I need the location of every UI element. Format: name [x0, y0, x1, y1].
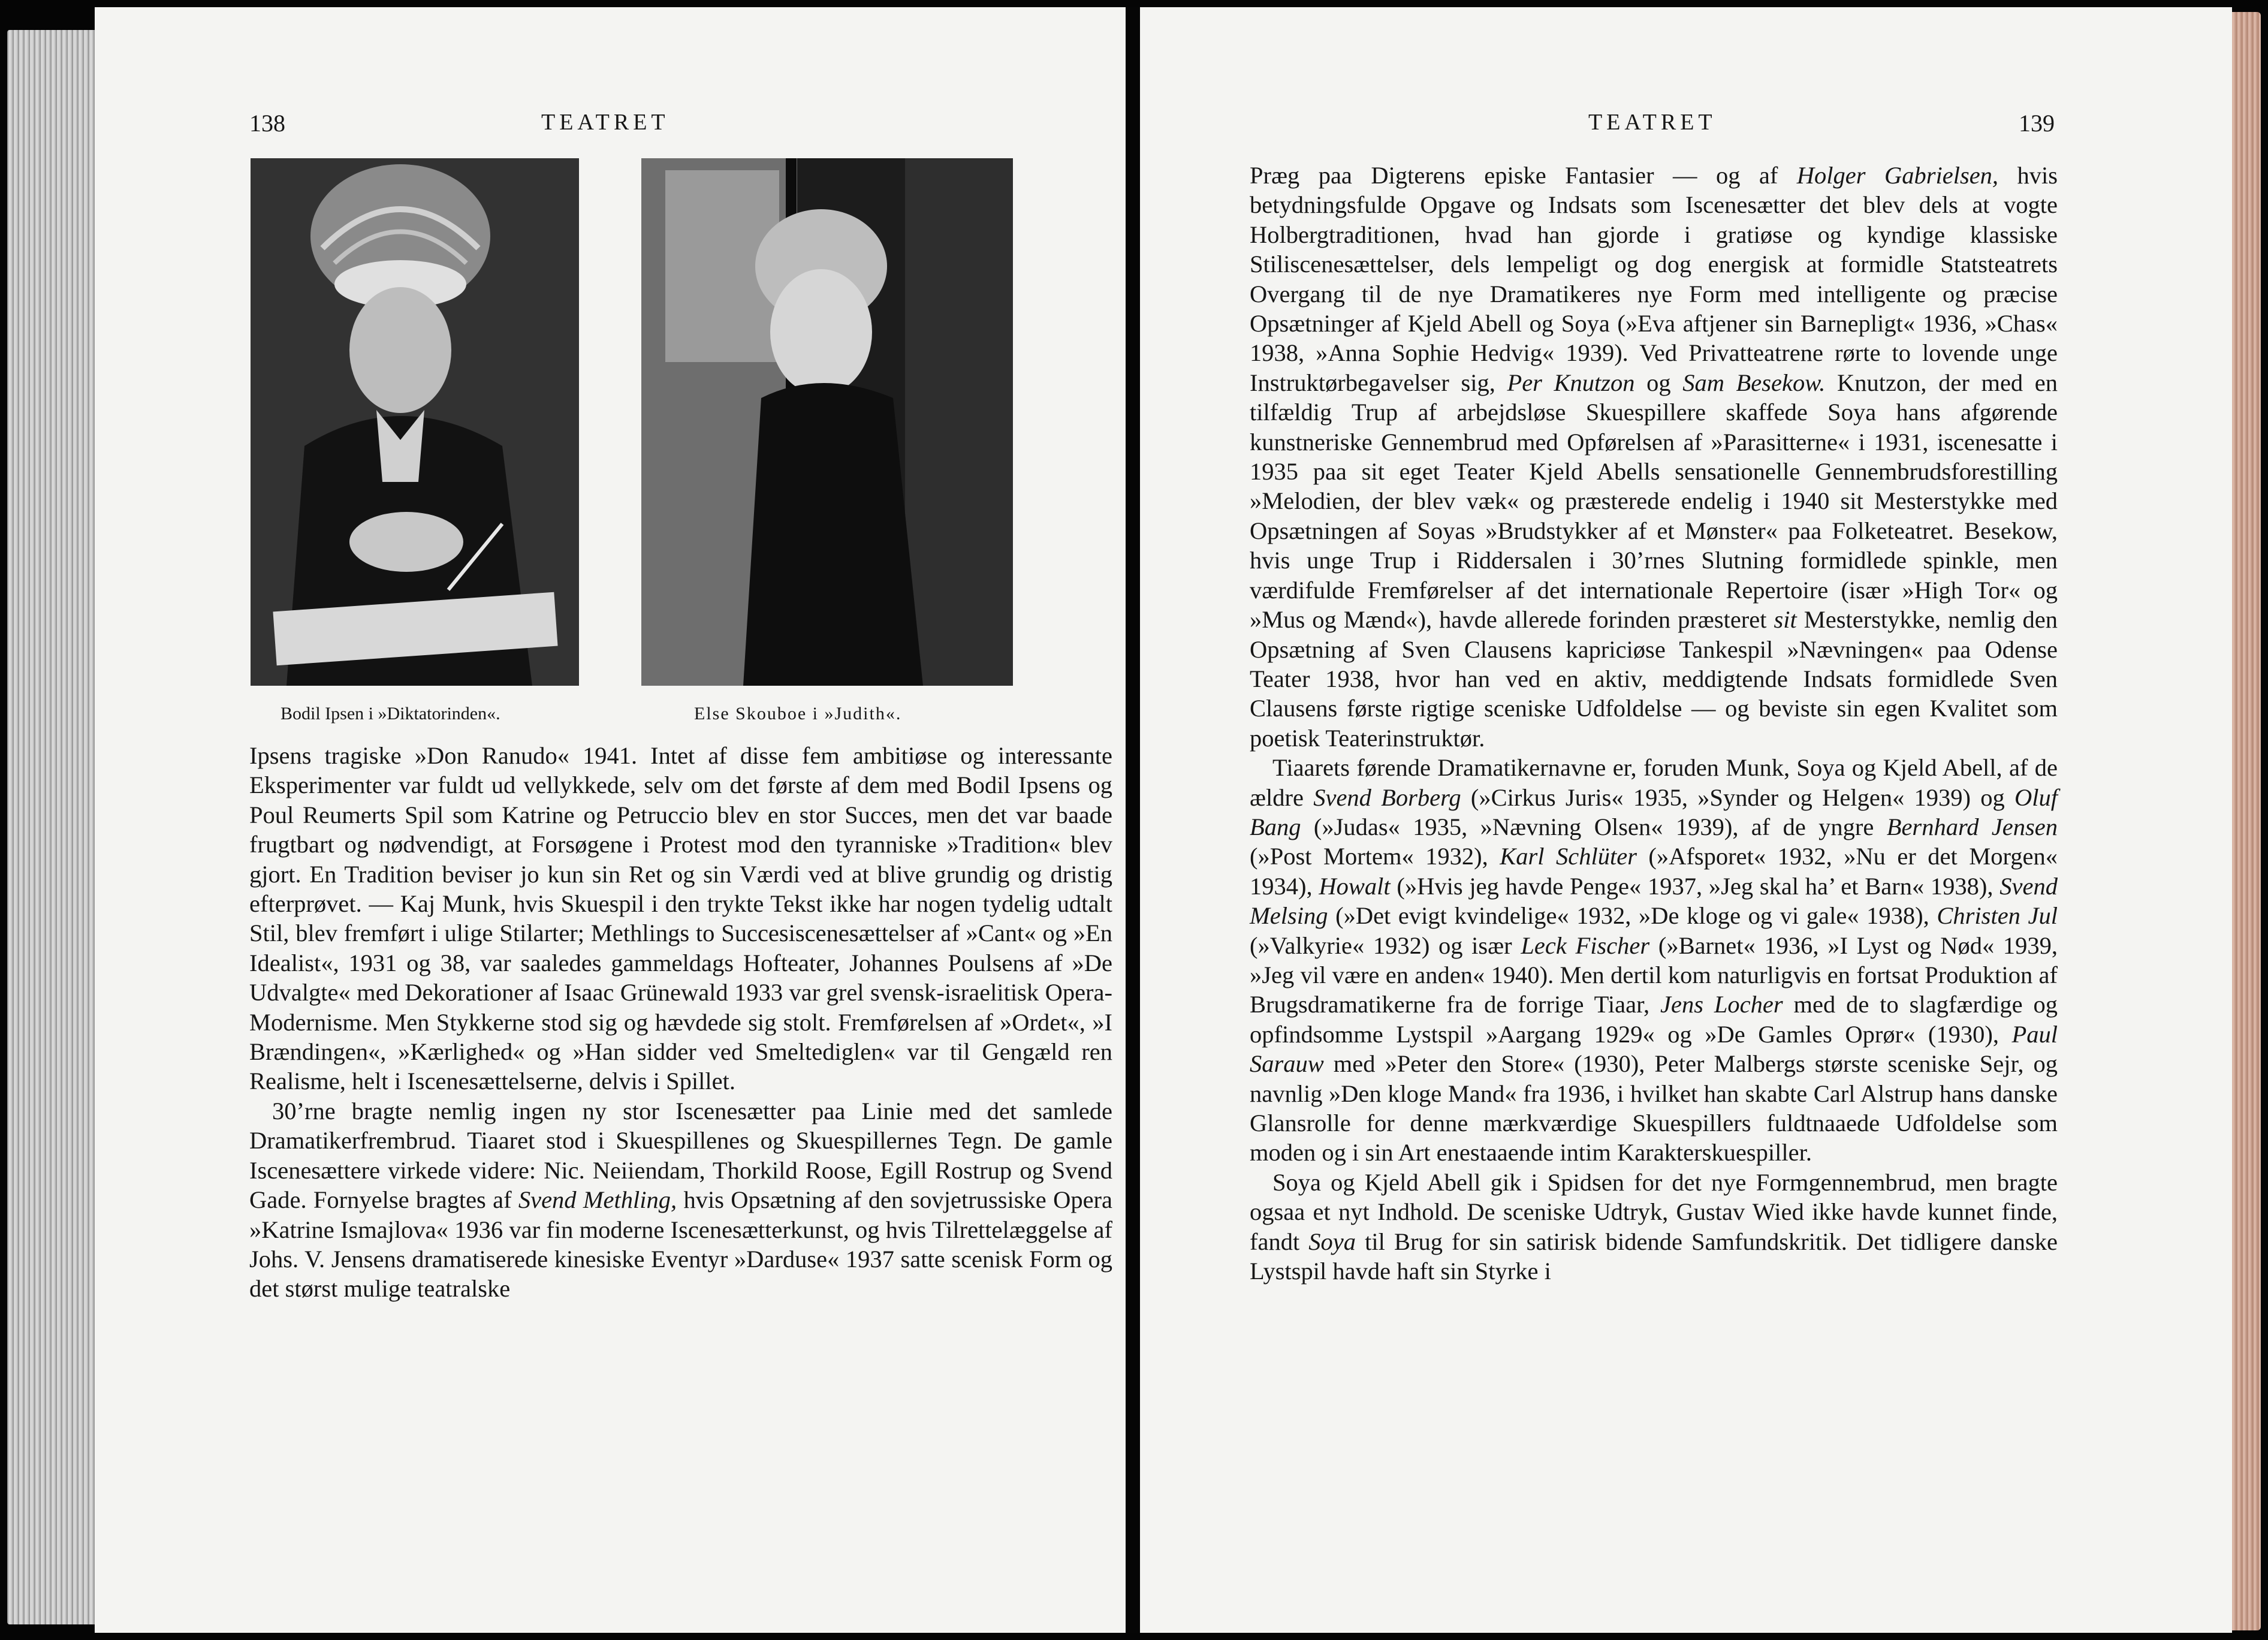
photo-else-skouboe	[641, 158, 1013, 686]
paragraph: Tiaarets førende Dramatikernavne er, foruden Munk, Soya og Kjeld Abell, af de ældre Svend Borberg (»Cirkus Juris« 1935, »Synder og Helgen« 1939) og Oluf Bang (»Judas« 1935, »Nævning Olsen« 1939), af de yngre Bernhard Jensen (»Post Mortem« 1932), Karl Schlüter (»Afsporet« 1932, »Nu er det Morgen« 1934), Howalt (»Hvis jeg havde Penge« 1937, »Jeg skal ha’ et Barn« 1938), Svend Melsing (»Det evigt kvindelige« 1932, »De kloge og vi gale« 1938), Christen Jul (»Valkyrie« 1932) og især Leck Fischer (»Barnet« 1936, »I Lyst og Nød« 1939, »Jeg vil være en anden« 1940). Men dertil kom naturligvis en fortsat Produktion af Brugsdramatikerne fra de forrige Tiaar, Jens Locher med de to slagfærdige og opfindsomme Lystspil »Aargang 1929« og »De Gamles Oprør« (1930), Paul Sarauw med »Peter den Store« (1930), Peter Malbergs største sceniske Sejr, og navnlig »Den kloge Mand« fra 1936, i hvilket han skabte Carl Alstrup hans danske Glansrolle for denne mærkværdige Skuespillers fuldtnaaede Udfoldelse som moden og i sin Art enestaaende intim Karakterskuespiller.	[1250, 754, 2058, 1166]
portrait-photo-icon	[251, 158, 579, 686]
book-page-edges-left	[7, 30, 97, 1624]
right-running-head: TEATRET	[1588, 110, 1717, 135]
right-page-body	[1250, 161, 2058, 1286]
paragraph: Ipsens tragiske »Don Ranudo« 1941. Intet af disse fem ambitiøse og interessante Eksperimenter var fuldt ud vellykkede, selv om det første af dem med Bodil Ipsens og Poul Reumerts Spil som Katrine og Petruccio blev en stor Succes, men det var baade frugtbart og nødvendigt, at Forsøgene i Protest mod den tyranniske »Tradition« blev gjort. En Tradition beviser jo kun sin Ret og sin Værdi ved at blive grundig og dristig efterprøvet. — Kaj Munk, hvis Skuespil i den trykte Tekst ikke har nogen tydelig udtalt Stil, blev fremført i ulige Stilarter; Methlings to Succesiscenesættelser af »Cant« og »En Idealist«, 1931 og 38, var saaledes gammeldags Hofteater, Johannes Poulsens af »De Udvalgte« med Dekorationer af Isaac Grünewald 1933 var grel svensk-israelitisk Opera-Modernisme. Men Stykkerne stod sig og hævdede sig stolt. Fremførelsen af »Ordet«, »I Brændingen«, »Kærlighed« og »Han sidder ved Smeltediglen« var til Gengæld ren Realisme, helt i Iscenesættelserne, delvis i Spillet.	[249, 742, 1112, 1095]
left-page	[95, 7, 1126, 1633]
left-running-head: TEATRET	[541, 110, 669, 135]
portrait-photo-icon	[641, 158, 1013, 686]
right-page-number: 139	[2019, 110, 2055, 137]
paragraph: Soya og Kjeld Abell gik i Spidsen for det nye Formgennembrud, men bragte ogsaa et nyt Indhold. De sceniske Udtryk, Gustav Wied ikke havde kunnet finde, fandt Soya til Brug for sin satirisk bidende Samfundskritik. Det tidligere danske Lystspil havde haft sin Styrke i	[1250, 1168, 2058, 1285]
paragraph: Præg paa Digterens episke Fantasier — og af Holger Gabrielsen, hvis betydningsfulde Opgave og Indsats som Iscenesætter det blev dels at vogte Holbergtraditionen, hvad han gjorde i gratiøse og kyndige klassiske Stiliscenesættelser, dels lempeligt og dog energisk at formidle Statsteatrets Overgang til de nye Dramatikeres nye Form med intelligente og præcise Opsætninger af Kjeld Abell og Soya (»Eva aftjener sin Barnepligt« 1936, »Chas« 1938, »Anna Sophie Hedvig« 1939). Ved Privatteatrene rørte to lovende unge Instruktørbegavelser sig, Per Knutzon og Sam Besekow. Knutzon, der med en tilfældig Trup af arbejdsløse Skuespillere skaffede Soya hans afgørende kunstneriske Gennembrud med Opførelsen af »Parasitterne« i 1931, iscenesatte i 1935 paa sit eget Teater Kjeld Abells sensationelle Gennembrudsforestilling »Melodien, der blev væk« og præsterede endelig i 1940 sit Mesterstykke med Opsætningen af Soyas »Brudstykker af et Mønster« paa Folketeatret. Besekow, hvis unge Trup i Riddersalen i 30’rnes Slutning formidlede spinkle, men værdifulde Fremførelser af det internationale Repertoire (især »High Tor« og »Mus og Mænd«), havde allerede forinden præsteret sit Mesterstykke, nemlig den Opsætning af Sven Clausens kapriciøse Tankespil »Nævningen« paa Odense Teater 1938, hvor han ved en aktiv, meddigtende Indsats formidlede Sven Clausens første rigtige sceniske Udfoldelse — og beviste sin egen Kvalitet som poetisk Teaterinstruktør.	[1250, 162, 2058, 752]
book-gutter	[1126, 7, 1140, 1633]
left-page-body	[249, 741, 1112, 1304]
photo-bodil-ipsen	[251, 158, 579, 686]
caption-right-photo: Else Skouboe i »Judith«.	[694, 704, 902, 723]
right-page	[1140, 7, 2232, 1633]
left-page-number: 138	[249, 110, 285, 137]
paragraph: 30’rne bragte nemlig ingen ny stor Iscenesætter paa Linie med det samlede Dramatikerfrembrud. Tiaaret stod i Skuespillenes og Skuespillernes Tegn. De gamle Iscenesættere virkede videre: Nic. Neiiendam, Thorkild Roose, Egill Rostrup og Svend Gade. Fornyelse bragtes af Svend Methling, hvis Opsætning af den sovjetrussiske Opera »Katrine Ismajlova« 1936 var fin moderne Iscenesætterkunst, og hvis Tilrettelæggelse af Johs. V. Jensens dramatiserede kinesiske Eventyr »Darduse« 1937 satte scenisk Form og det størst mulige teatralske	[249, 1097, 1113, 1303]
caption-left-photo: Bodil Ipsen i »Diktatorinden«.	[281, 704, 500, 723]
